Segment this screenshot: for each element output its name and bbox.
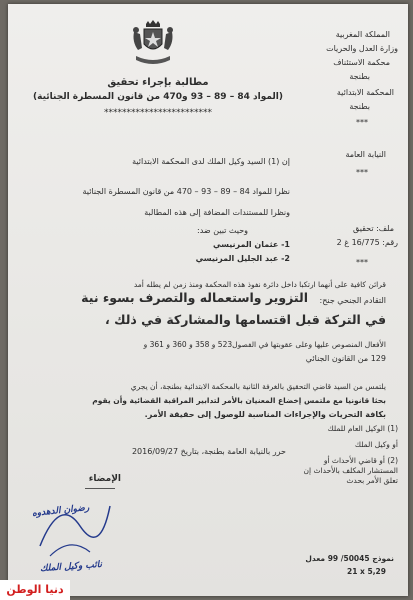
signature-label: الإمضاء (88, 474, 121, 484)
form-size: 21 x 5,29 (346, 567, 386, 576)
header-ministry: وزارة العدل والحريات (326, 44, 398, 53)
moroccan-coat-of-arms-icon (128, 20, 178, 70)
form-code: نموذج 50045/ 99 معدل (305, 554, 394, 563)
charges-highlight-2: في التركة قبل اقتسامها والمشاركة في ذلك ، (104, 312, 386, 327)
note-2: (2) أو قاضي الأحداث أو المستشار المكلف بالأحداث إن تعلق الأمر بحدث (303, 456, 398, 486)
header-stars-1: *** (356, 118, 368, 127)
document-title: مطالبة بإجراء تحقيق (107, 77, 209, 88)
request-line-1: يلتمس من السيد قاضي التحقيق بالغرفة الثانية بالمحكمة الابتدائية بطنجة، أن يجري (130, 382, 386, 391)
accused-2: 2- عبد الجليل المرنيسي (195, 254, 290, 263)
file-stars: *** (356, 258, 368, 267)
charges-line-1: قرائن كافية على أنهما ارتكبا داخل دائرة نفوذ هذه المحكمة ومنذ زمن لم يطله أمد (133, 280, 386, 289)
date-line: حرر بالنيابة العامة بطنجة، بتاريخ 2016/09/27 (131, 447, 286, 456)
document-page (8, 4, 408, 596)
attachments-line: ونظرا للمستندات المضافة إلى هذه المطالبة (144, 208, 290, 217)
note-1: (1) الوكيل العام للملك (327, 424, 398, 433)
header-city-1: بطنجة (349, 72, 370, 81)
file-type: ملف: تحقيق (353, 224, 394, 233)
articles-line: نظرا للمواد 84 – 89 – 93 – 470 من قانون المسطرة الجنائية (82, 187, 290, 196)
request-line-3: بكافة التحريات والإجراءات المناسبة للوصول إلى حقيقة الأمر. (144, 410, 386, 419)
accused-intro: وحيث تبين ضد: (197, 226, 248, 235)
note-1b: أو وكيل الملك (354, 440, 398, 449)
signature-block (26, 474, 121, 586)
stamp-name: رضوان الدهدوه (31, 503, 90, 519)
header-stars-2: *** (356, 168, 368, 177)
header-city-2: بطنجة (349, 102, 370, 111)
header-public-prosecution: النيابة العامة (345, 150, 386, 159)
charges-highlight-1: التزوير واستعماله والتصرف بسوء نية (81, 290, 308, 305)
charges-line-2: التقادم الجنحي جنح: (319, 296, 386, 305)
file-number: رقم: 16/775 غ 2 (336, 238, 398, 247)
addressee-line: إن (1) السيد وكيل الملك لدى المحكمة الابتدائية (132, 157, 290, 166)
header-appeal-court: محكمة الاستئناف (333, 58, 390, 67)
penalty-line-1: الأفعال المنصوص عليها وعلى عقوبتها في الفصول523 و 358 و 360 و 361 و (143, 340, 386, 349)
header-first-instance-court: المحكمة الابتدائية (336, 88, 394, 97)
document-subtitle: (المواد 84 – 89 – 93 و470 من قانون المسطرة الجنائية) (33, 92, 283, 102)
accused-1: 1- عثمان المرنيسي (213, 240, 290, 249)
stars-divider: ************************ (104, 108, 212, 118)
penalty-line-2: 129 من القانون الجنائي (305, 354, 386, 363)
request-line-2: بحثا قانونيا مع ملتمس إخضاع المعنيان بالأمر لتدابير المراقبة القضائية وأن يقوم (92, 396, 386, 405)
watermark-logo: دنيا الوطن (0, 580, 70, 600)
stamp-title: نائب وكيل الملك (39, 559, 103, 575)
handwritten-signature-icon (30, 486, 116, 566)
header-kingdom: المملكة المغربية (335, 30, 390, 39)
